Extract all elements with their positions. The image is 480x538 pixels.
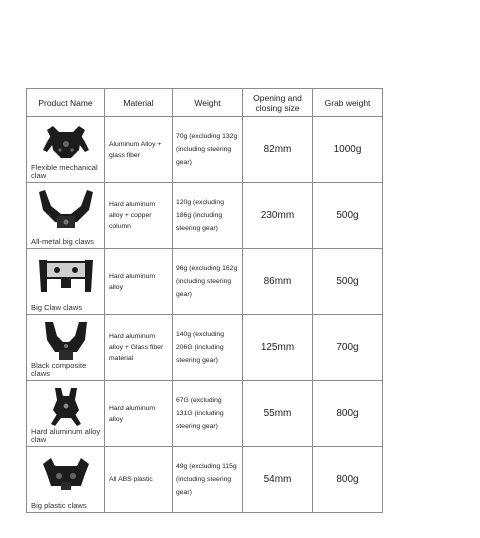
table-row — [27, 315, 383, 381]
grab-cell: 500g — [313, 183, 383, 249]
size-cell: 86mm — [243, 249, 313, 315]
weight-cell: 67G (excluding 131G (including steering gear) — [173, 381, 243, 447]
header-material: Material — [105, 89, 173, 117]
product-name: Big Claw claws — [31, 303, 83, 312]
header-weight: Weight — [173, 89, 243, 117]
size-cell: 230mm — [243, 183, 313, 249]
header-product: Product Name — [27, 89, 105, 117]
product-name: Big plastic claws — [31, 501, 87, 510]
spec-table — [26, 88, 383, 513]
plastic-claw-icon — [33, 450, 99, 496]
size-cell: 125mm — [243, 315, 313, 381]
flexible-claw-icon — [33, 120, 99, 166]
metal-big-claw-icon — [33, 186, 99, 232]
product-cell — [27, 381, 105, 447]
weight-cell: 120g (excluding 186g (including steering gear) — [173, 183, 243, 249]
product-cell — [27, 447, 105, 513]
weight-cell: 96g (excluding 162g (including steering gear) — [173, 249, 243, 315]
product-name: Hard aluminum alloy claw — [31, 427, 101, 444]
material-cell: Aluminum Alloy + glass fiber — [105, 117, 173, 183]
size-cell: 55mm — [243, 381, 313, 447]
weight-cell: 140g (excluding 206G (including steering gear) — [173, 315, 243, 381]
composite-claw-icon — [33, 318, 99, 364]
material-cell: Hard aluminum alloy + copper column — [105, 183, 173, 249]
material-cell: Hard aluminum alloy — [105, 249, 173, 315]
product-cell — [27, 117, 105, 183]
grab-cell: 800g — [313, 447, 383, 513]
table-row — [27, 183, 383, 249]
grab-cell: 1000g — [313, 117, 383, 183]
material-cell: Hard aluminum alloy — [105, 381, 173, 447]
grab-cell: 500g — [313, 249, 383, 315]
weight-cell: 49g (excluding 115g (including steering gear) — [173, 447, 243, 513]
aluminum-claw-icon — [33, 384, 99, 430]
product-name: Flexible mechanical claw — [31, 163, 98, 180]
product-cell — [27, 249, 105, 315]
weight-cell: 70g (excluding 132g (including steering gear) — [173, 117, 243, 183]
product-cell — [27, 315, 105, 381]
header-row — [27, 89, 383, 117]
big-claw-icon — [33, 252, 99, 298]
product-name: All-metal big claws — [31, 237, 94, 246]
material-cell: All ABS plastic — [105, 447, 173, 513]
table-row — [27, 381, 383, 447]
size-cell: 82mm — [243, 117, 313, 183]
material-cell: Hard aluminum alloy + Glass fiber material — [105, 315, 173, 381]
table-row — [27, 117, 383, 183]
product-name: Black composite claws — [31, 361, 87, 378]
size-cell: 54mm — [243, 447, 313, 513]
table-row — [27, 249, 383, 315]
header-grab: Grab weight — [313, 89, 383, 117]
product-cell — [27, 183, 105, 249]
grab-cell: 800g — [313, 381, 383, 447]
header-opening: Opening and closing size — [243, 89, 313, 117]
grab-cell: 700g — [313, 315, 383, 381]
table-row — [27, 447, 383, 513]
